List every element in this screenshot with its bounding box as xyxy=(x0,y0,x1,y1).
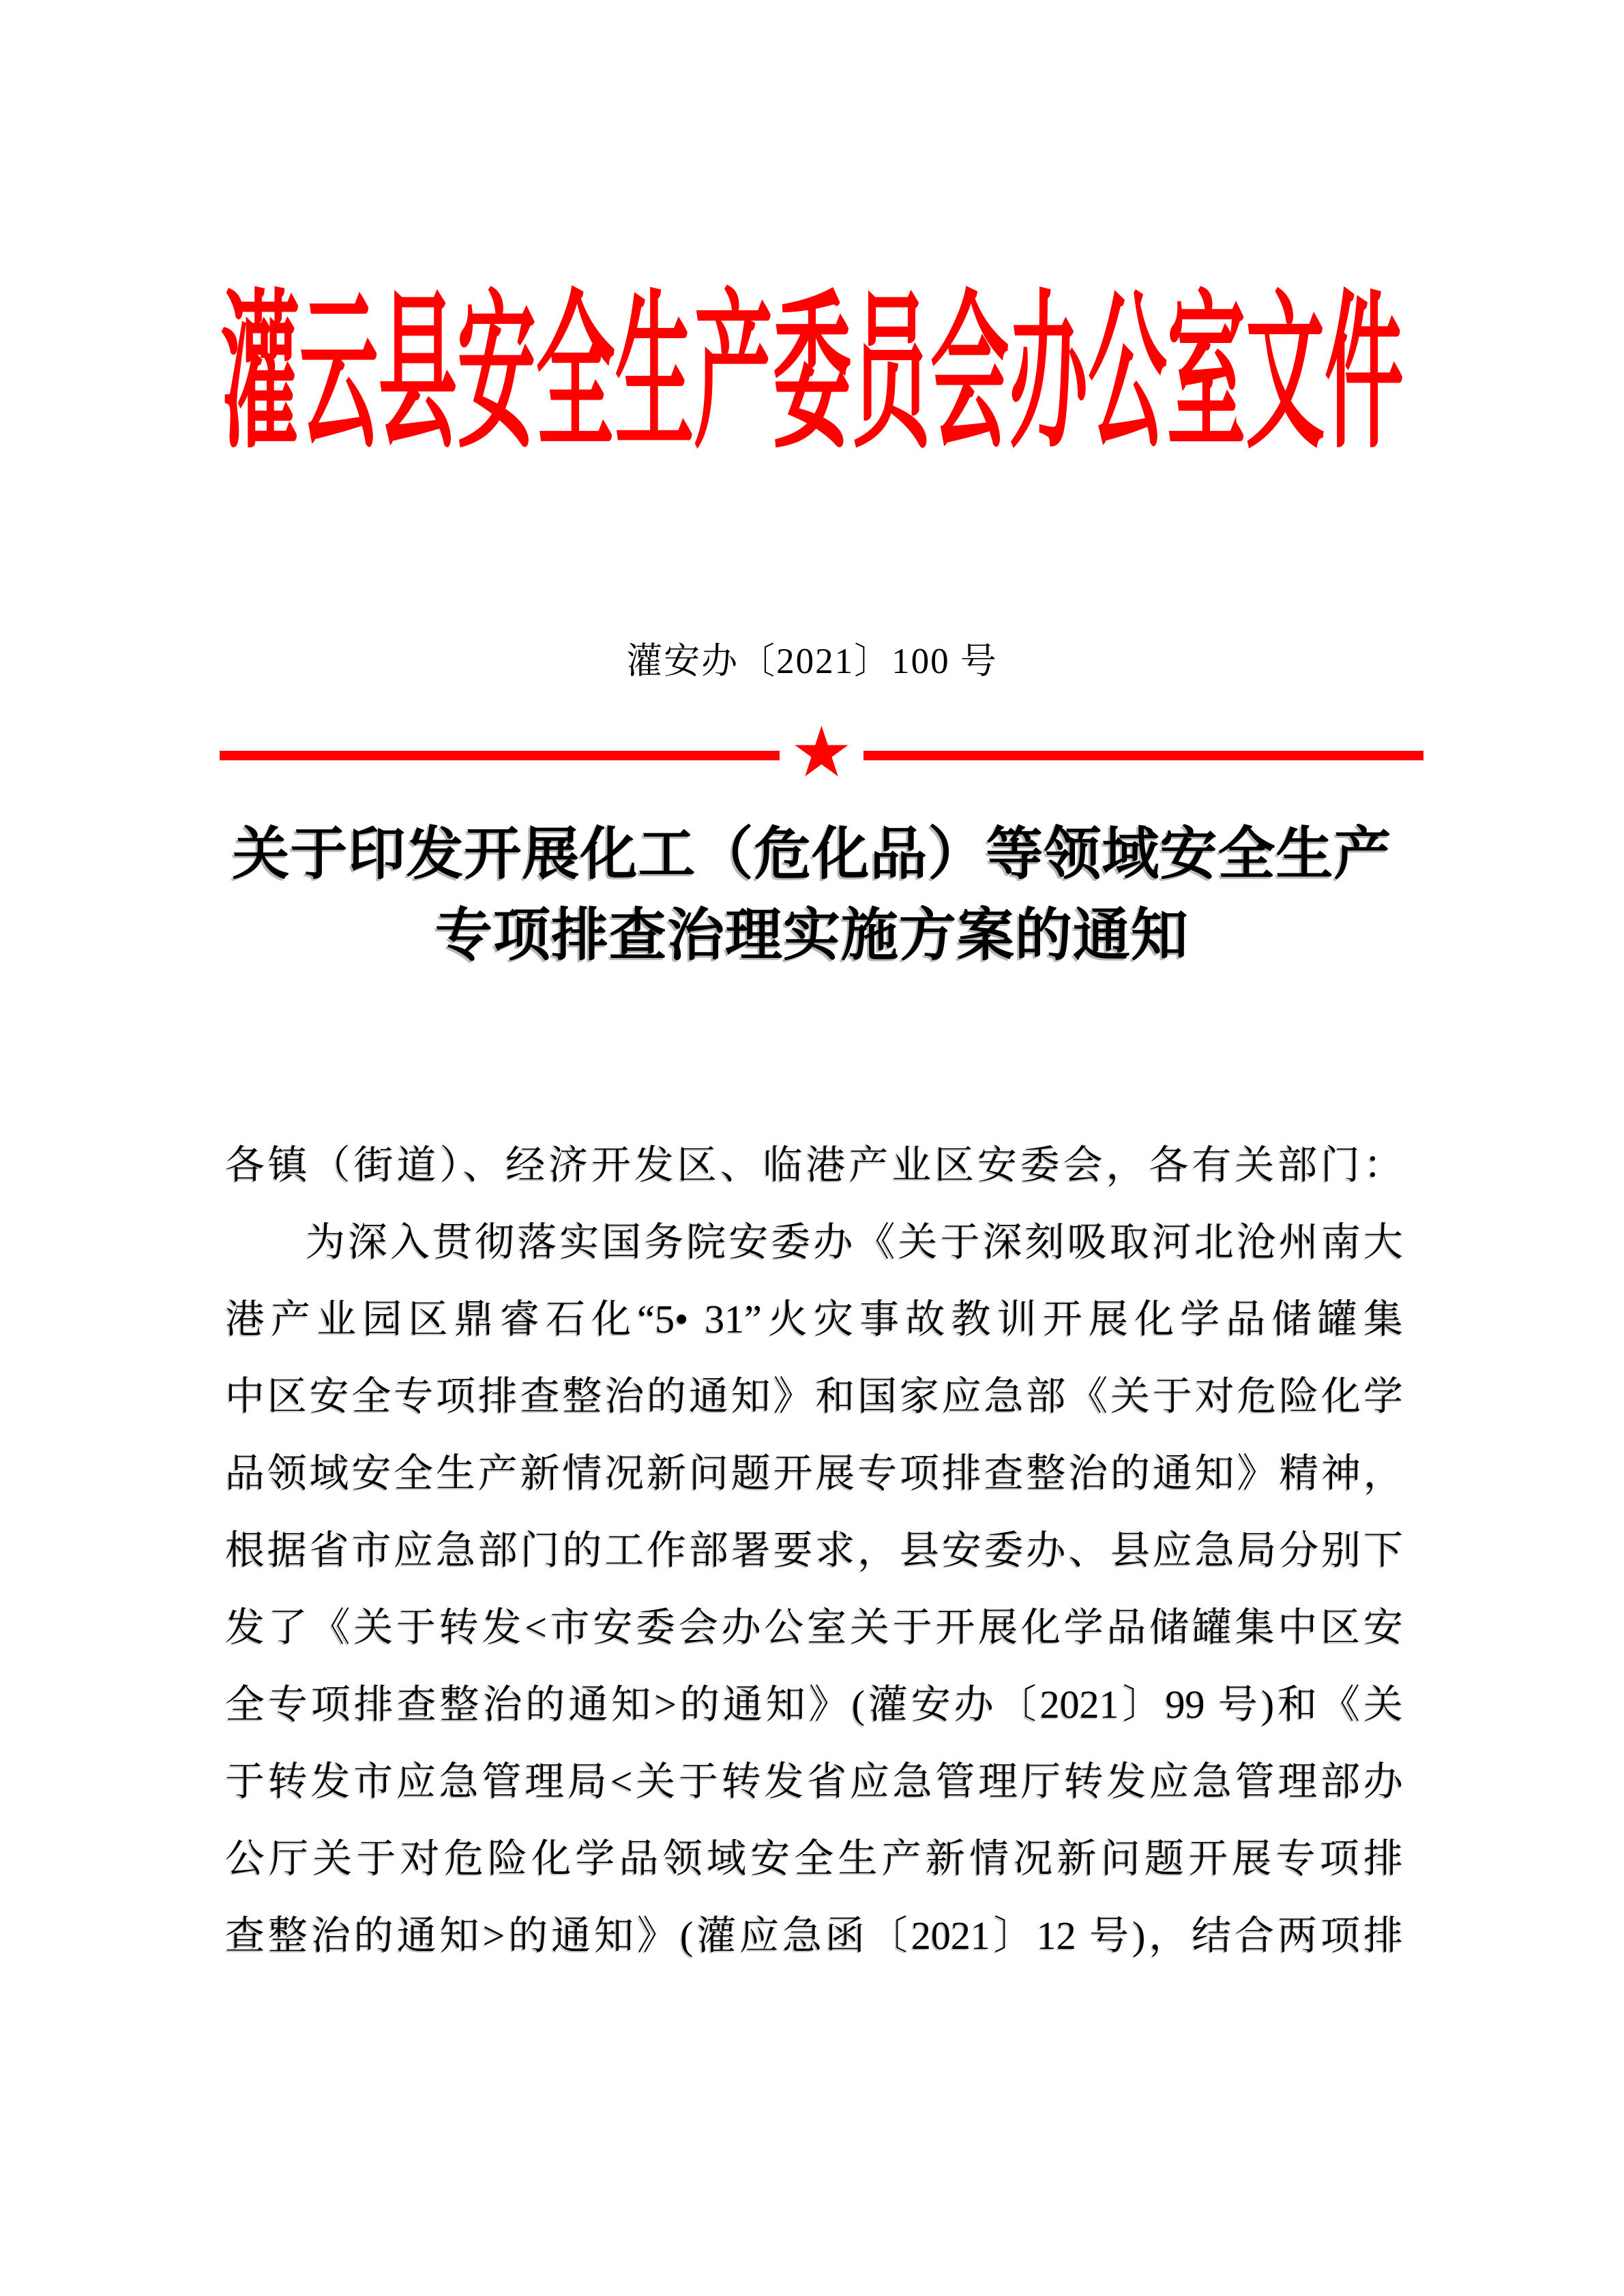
document-title-line1: 关于印发开展化工（危化品）等领域安全生产 xyxy=(232,823,1392,886)
body-text-line: 根据省市应急部门的工作部署要求，县安委办、县应急局分别下 xyxy=(225,1528,1403,1572)
paragraph-first-line: 为深入贯彻落实国务院安委办《关于深刻吸取河北沧州南大 xyxy=(306,1220,1403,1264)
document-title xyxy=(0,814,1624,976)
body-text-line: 全专项排查整治的通知>的通知》(灌安办〔2021〕99 号)和《关 xyxy=(225,1682,1403,1727)
red-rule-left xyxy=(220,751,780,760)
body-text-line: 公厅关于对危险化学品领域安全生产新情况新问题开展专项排 xyxy=(225,1836,1403,1881)
agency-banner xyxy=(0,280,1624,469)
document-number: 灌安办〔2021〕100 号 xyxy=(626,642,998,681)
body-text-line: 发了《关于转发<市安委会办公室关于开展化学品储罐集中区安 xyxy=(225,1605,1403,1650)
paragraph-continuation xyxy=(225,1281,1403,1974)
body-text-line: 于转发市应急管理局<关于转发省应急管理厅转发应急管理部办 xyxy=(225,1759,1403,1804)
agency-banner-title: 灌云县安全生产委员会办公室文件 xyxy=(220,280,1404,469)
red-divider xyxy=(220,712,1423,793)
body-text-line: 港产业园区鼎睿石化“5• 31”火灾事故教训开展化学品储罐集 xyxy=(225,1297,1403,1341)
document-title-line2: 专项排查治理实施方案的通知 xyxy=(434,904,1189,968)
red-rule-right xyxy=(863,751,1423,760)
document-body xyxy=(225,1127,1403,1974)
body-text-line: 品领域安全生产新情况新问题开展专项排查整治的通知》精神， xyxy=(225,1451,1403,1495)
star-icon: ★ xyxy=(790,712,853,793)
body-text-line: 查整治的通知>的通知》(灌应急函〔2021〕12 号)，结合两项排 xyxy=(225,1913,1403,1958)
body-text-line: 中区安全专项排查整治的通知》和国家应急部《关于对危险化学 xyxy=(225,1374,1403,1418)
salutation-line: 各镇（街道）、经济开发区、临港产业区安委会，各有关部门： xyxy=(225,1143,1403,1187)
